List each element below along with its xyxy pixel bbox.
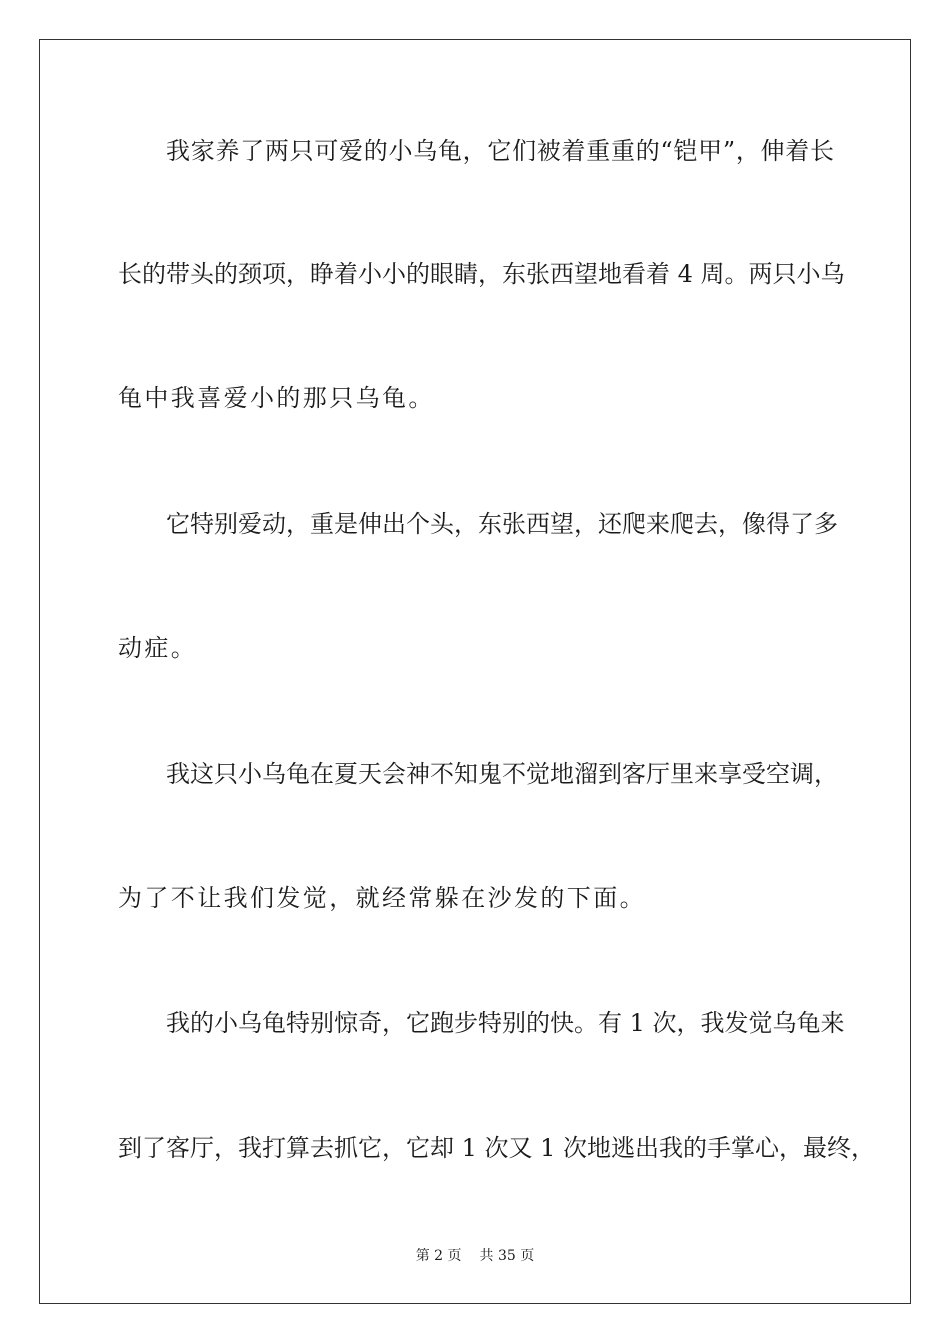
page-footer [0, 1247, 950, 1265]
paragraph-3-line-2: 为了不让我们发觉，就经常躲在沙发的下面。 [118, 884, 646, 912]
page-total: 共 35 页 [479, 1248, 535, 1264]
paragraph-1-line-2: 长的带头的颈项，睁着小小的眼睛，东张西望地看着 4 周。两只小乌 [118, 260, 845, 288]
paragraph-1-line-3: 龟中我喜爱小的那只乌龟。 [118, 384, 435, 412]
paragraph-3-line-1: 我这只小乌龟在夏天会神不知鬼不觉地溜到客厅里来享受空调， [166, 760, 838, 788]
page-border [39, 39, 911, 1304]
paragraph-2-line-1: 它特别爱动，重是伸出个头，东张西望，还爬来爬去，像得了多 [166, 510, 838, 538]
paragraph-4-line-2: 到了客厅，我打算去抓它，它却 1 次又 1 次地逃出我的手掌心，最终， [118, 1134, 876, 1162]
paragraph-2-line-2: 动症。 [118, 634, 198, 662]
page-number: 第 2 页 [415, 1248, 462, 1264]
paragraph-1-line-1: 我家养了两只可爱的小乌龟，它们被着重重的“铠甲”，伸着长 [166, 137, 834, 165]
paragraph-4-line-1: 我的小乌龟特别惊奇，它跑步特别的快。有 1 次，我发觉乌龟来 [166, 1009, 845, 1037]
